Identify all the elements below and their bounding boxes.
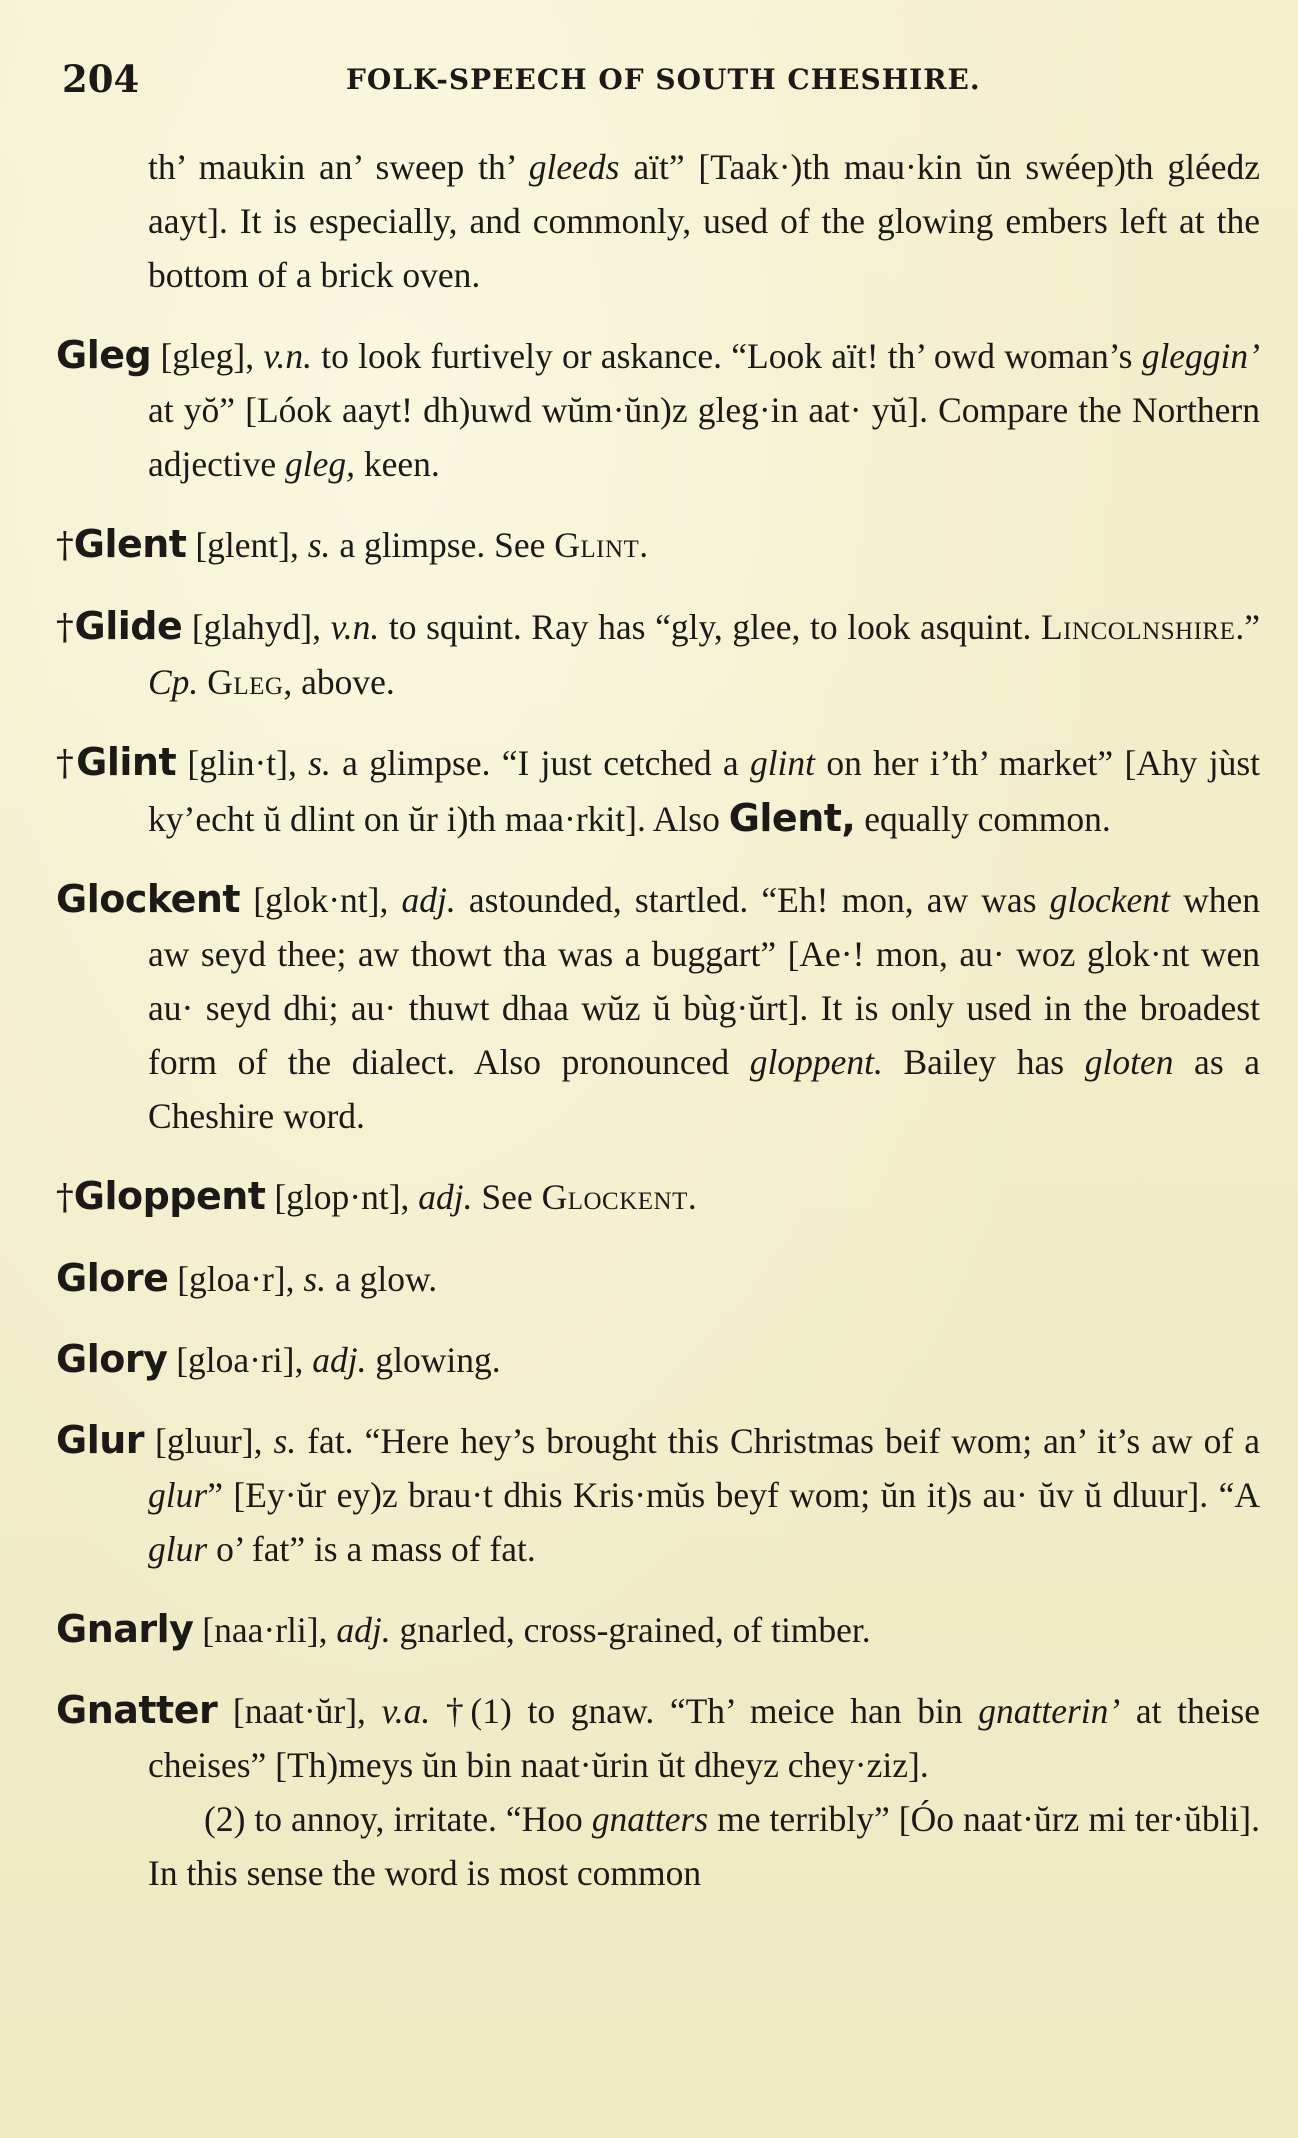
entry-glory: Glory [gloa·ri], adj. glowing. (56, 1337, 501, 1381)
entry-glint: †Glint [glin·t], s. a glimpse. “I just cetched a glint on her i’th’ market” [Ahy jùst ky’echt ŭ dlint on ŭr i)th maa·rkit]. Also Glent, equally common. (56, 740, 1260, 840)
entry-gloppent: †Gloppent [glop·nt], adj. See Glockent. (56, 1174, 698, 1218)
entry-gnatter: Gnatter [naat·ŭr], v.a. †(1) to gnaw. “Th’ meice han bin gnatterin’ at theise cheises” [Th)meys ŭn bin naat·ŭrin ŭt dheyz chey·ziz]. (56, 1688, 1260, 1785)
entry-glockent: Glockent [glok·nt], adj. astounded, startled. “Eh! mon, aw was glockent when aw seyd thee; aw thowt tha was a buggart” [Ae·! mon, au· woz glok·nt wen au· seyd dhi; au· thuwt dhaa wŭz ŭ bùg·ŭrt]. It is only used in the broadest form of the dialect. Also pronounced gloppent. Bailey has gloten as a Cheshire word. (56, 877, 1260, 1136)
running-title: FOLK-SPEECH OF SOUTH CHESHIRE. (346, 63, 981, 96)
headword-variant: Glent, (728, 796, 856, 840)
entry-glide: †Glide [glahyd], v.n. to squint. Ray has “gly, glee, to look asquint. Lincolnshire.” Cp. Gleg, above. (56, 604, 1260, 702)
cross-reference: Glint. (554, 525, 649, 565)
cross-reference: Gleg (207, 662, 284, 702)
headword: Glur (56, 1418, 145, 1462)
dagger-mark: † (56, 743, 77, 784)
headword: Glory (56, 1337, 168, 1381)
entry-gnatter-sense-2: (2) to annoy, irritate. “Hoo gnatters me terribly” [Óo naat·ŭrz mi ter·ŭbli]. In this sense the word is most common (148, 1799, 1260, 1893)
page-header (56, 54, 1260, 104)
entry-gnarly: Gnarly [naa·rli], adj. gnarled, cross-grained, of timber. (56, 1607, 871, 1651)
entry-glore: Glore [gloa·r], s. a glow. (56, 1256, 438, 1300)
entry-gleg: Gleg [gleg], v.n. to look furtively or askance. “Look aït! th’ owd woman’s gleggin’ at yŏ” [Lóok aayt! dh)uwd wŭm·ŭn)z gleg·in aat· yŭ]. Compare the Northern adjective gleg, keen. (56, 333, 1260, 484)
dagger-mark: † (56, 607, 75, 648)
entry-glent: †Glent [glent], s. a glimpse. See Glint. (56, 522, 649, 566)
headword: Gloppent (73, 1174, 266, 1218)
headword: Glockent (56, 877, 241, 921)
headword: Glide (74, 604, 183, 648)
entry-glur: Glur [gluur], s. fat. “Here hey’s brought this Christmas beif wom; an’ it’s aw of a glur” [Ey·ŭr ey)z brau·t dhis Kris·mŭs beyf wom; ŭn it)s au· ŭv ŭ dluur]. “A glur o’ fat” is a mass of fat. (56, 1418, 1260, 1569)
dictionary-body (56, 140, 1260, 1900)
headword: Gleg (56, 333, 152, 377)
entry-gleeds-continuation: th’ maukin an’ sweep th’ gleeds aït” [Taak·)th mau·kin ŭn swéep)th gléedz aayt]. It is especially, and commonly, used of the glowing embers left at the bottom of a brick oven. (148, 147, 1260, 295)
headword: Gnatter (56, 1688, 218, 1732)
headword: Gnarly (56, 1607, 194, 1651)
headword: Glore (56, 1256, 169, 1300)
dagger-mark: † (56, 1177, 74, 1218)
dagger-mark: † (56, 525, 74, 566)
headword: Glint (76, 740, 177, 784)
page-number: 204 (62, 57, 140, 101)
headword: Glent (73, 522, 187, 566)
cross-reference: Glockent. (541, 1177, 698, 1217)
